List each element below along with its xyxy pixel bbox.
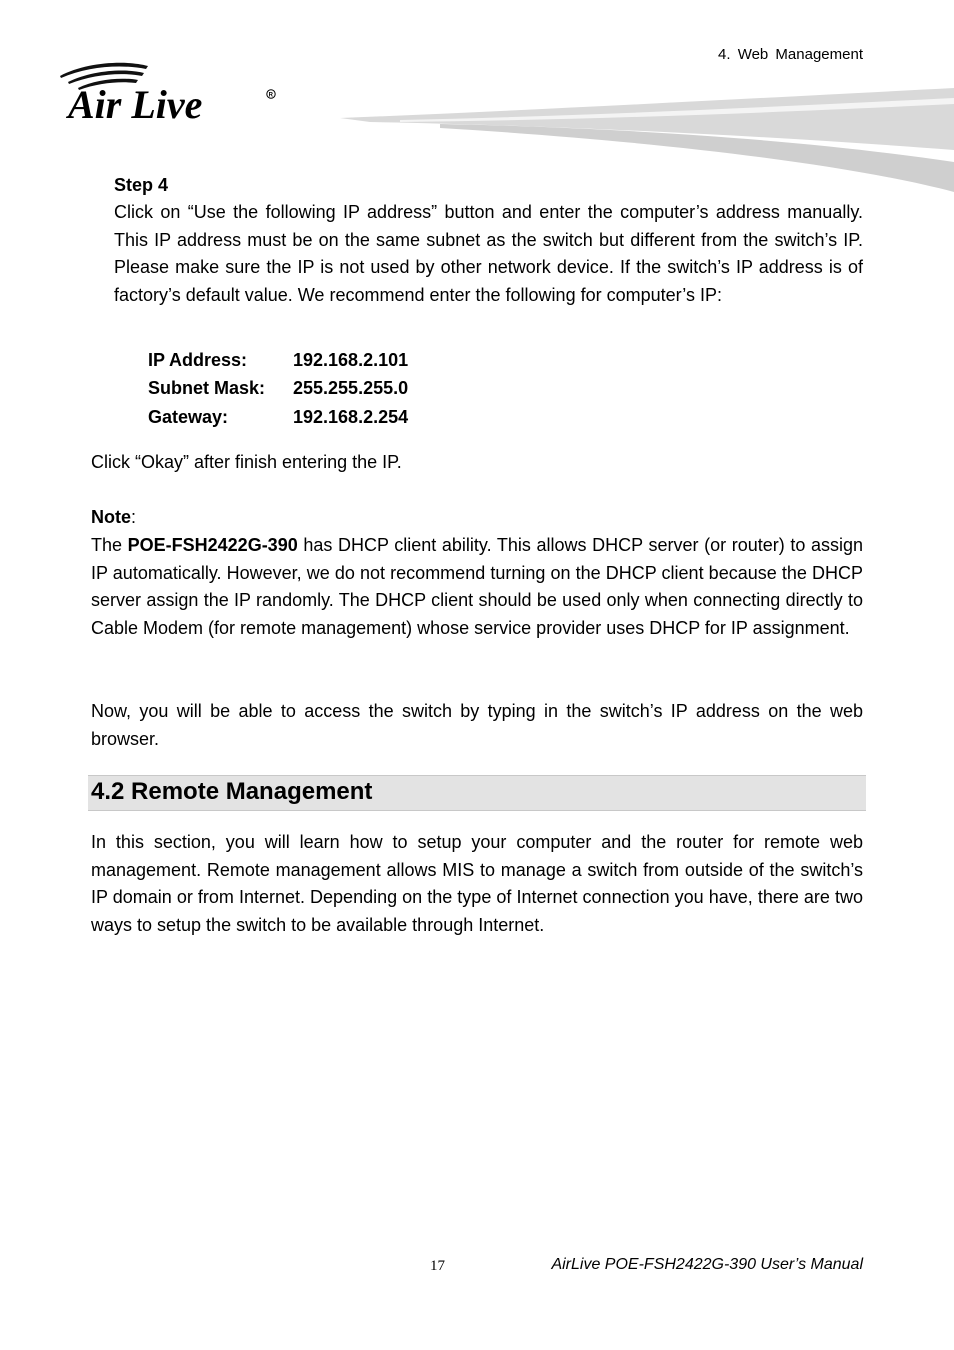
click-okay-text: Click “Okay” after finish entering the IP. [91,452,402,472]
ip-settings-table [148,346,408,431]
note-body: has DHCP client ability. This allows DHCP server (or router) to assign IP automatically. However, we do not recommend turning on the DHCP client because the DHCP server assign the IP randomly. The DHCP client should be used only when connecting directly to Cable Modem (for remote management) whose service provider uses DHCP for IP assignment. [91,535,863,638]
ip-address-row [148,346,408,374]
ip-address-label: IP Address: [148,350,248,370]
note-prefix: The [91,535,128,555]
note-label: Note [91,507,131,527]
step-instructions: Click on “Use the following IP address” button and enter the computer’s address manually. This IP address must be on the same subnet as the switch but different from the switch’s IP. Please make sure the IP is not used by other network device. If the switch’s IP address is of factory’s default value. We recommend enter the following for computer’s IP: [114,202,863,305]
chapter-header: 4. Web Management [718,46,863,63]
section-heading-bar [88,775,866,811]
step-title: Step 4 [114,175,169,195]
section-title: 4.2 Remote Management [91,778,373,805]
air-live-logo [56,60,286,126]
subnet-mask-row [148,374,408,402]
note-heading [91,504,863,532]
svg-text:Air Live: Air Live [68,82,203,126]
gateway-row [148,403,408,431]
gateway-value: 192.168.2.254 [293,406,409,427]
gateway-label: Gateway: [148,406,229,427]
section-paragraph: In this section, you will learn how to setup your computer and the router for remote web management. Remote management allows MIS to manage a switch from outside of the switch’s IP domain or from Internet. Depending on the type of Internet connection you have, there are two ways to setup the switch to be available through Internet. [91,832,863,935]
note-paragraph [91,532,863,642]
ip-address-value: 192.168.2.101 [293,350,409,370]
svg-text:R: R [268,92,273,99]
access-paragraph: Now, you will be able to access the switch by typing in the switch’s IP address on the web browser. [91,701,863,749]
note-colon: : [131,507,137,527]
subnet-mask-label: Subnet Mask: [148,378,266,399]
product-name: POE-FSH2422G-390 [127,535,298,555]
page-number: 17 [430,1258,445,1274]
subnet-mask-value: 255.255.255.0 [293,378,409,399]
manual-title: AirLive POE-FSH2422G-390 User’s Manual [551,1256,863,1273]
